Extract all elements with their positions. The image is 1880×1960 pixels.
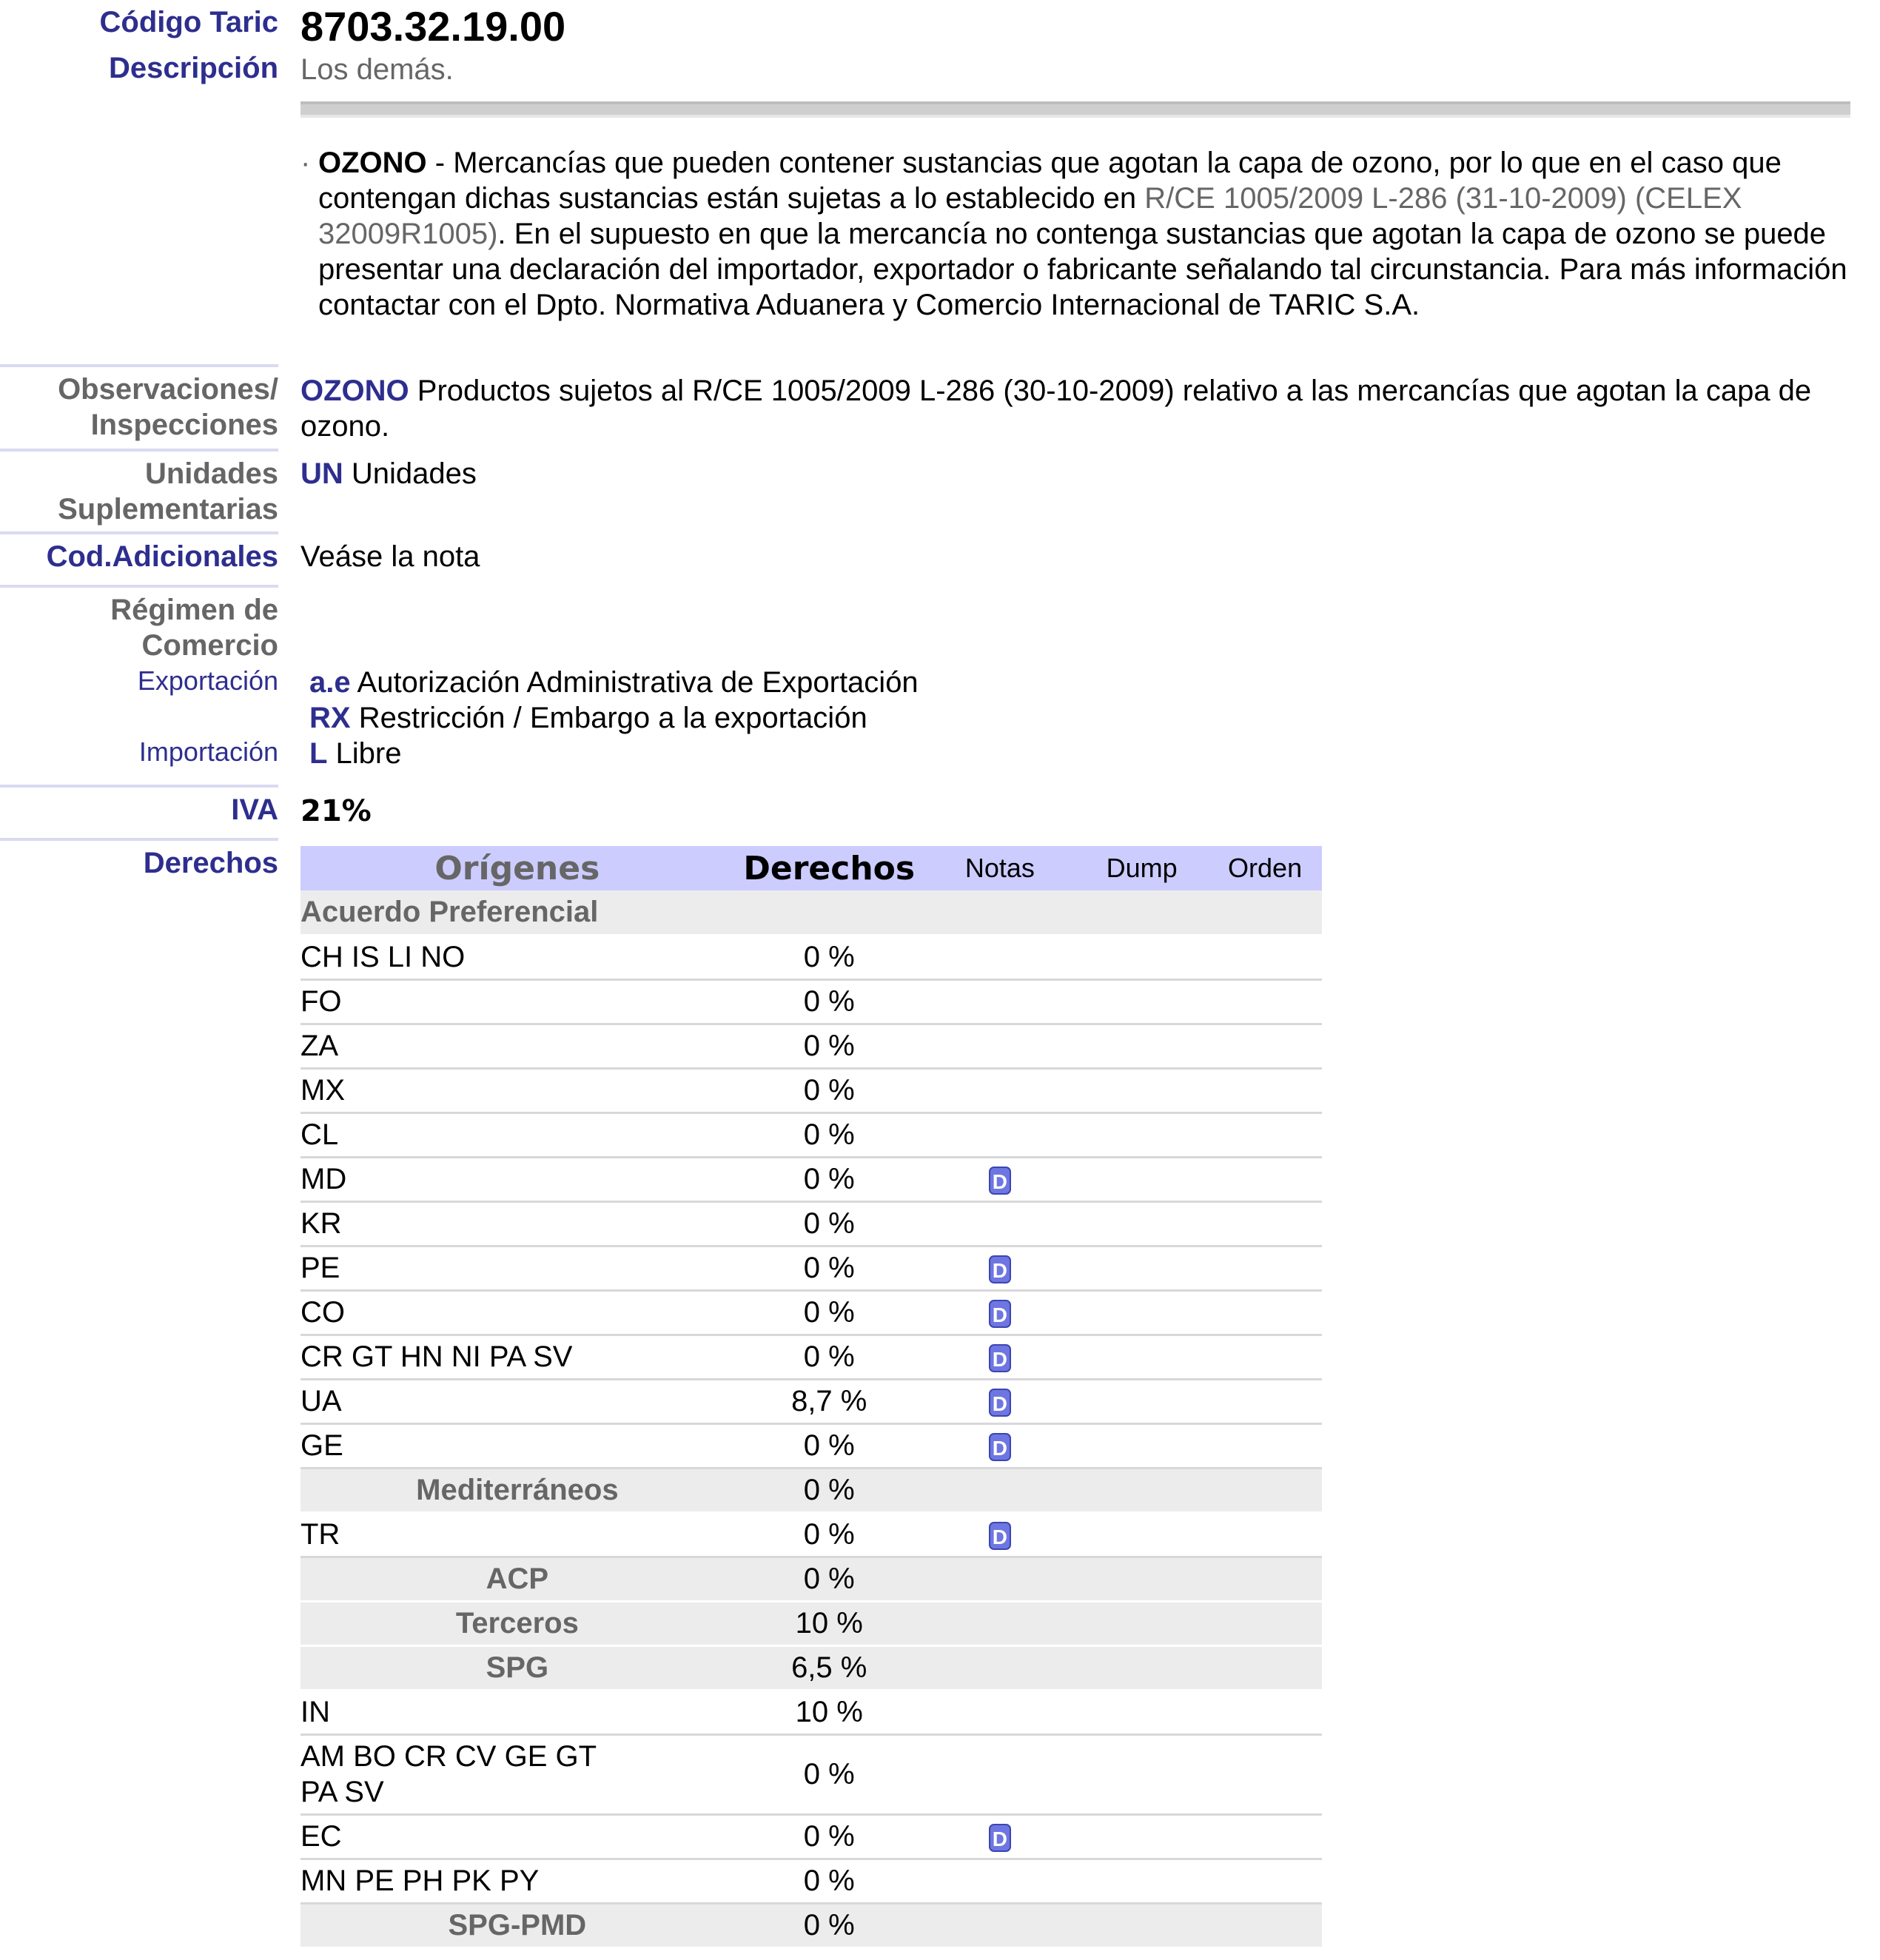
duties-group-row — [301, 1601, 1322, 1645]
derecho-cell: 0 % — [803, 1251, 855, 1284]
note-d-icon[interactable]: D — [989, 1167, 1011, 1195]
codigo-taric-label: Código Taric — [99, 6, 278, 38]
iva-label: IVA — [231, 793, 278, 826]
duties-group-row — [301, 1557, 1322, 1601]
derecho-cell: 0 % — [803, 1819, 855, 1853]
notas-cell — [924, 1423, 1075, 1468]
notas-cell — [924, 1734, 1075, 1814]
dump-cell — [1075, 1468, 1208, 1512]
notas-cell — [924, 1290, 1075, 1335]
header-derechos: Derechos — [743, 849, 916, 887]
notas-cell — [924, 1157, 1075, 1201]
duties-row — [301, 1423, 1322, 1468]
header-dump: Dump — [1106, 853, 1178, 883]
dump-cell — [1075, 1246, 1208, 1290]
notas-cell — [924, 890, 1075, 935]
derecho-cell: 10 % — [795, 1695, 863, 1728]
derecho-cell: 0 % — [803, 1757, 855, 1790]
export-code[interactable]: RX — [309, 702, 351, 734]
regimen-label: Régimen de Comercio — [110, 594, 278, 662]
orden-cell — [1208, 1601, 1322, 1645]
unidades-code[interactable]: UN — [301, 457, 343, 490]
regulation-link[interactable]: R/CE 1005/2009 L-286 (31-10-2009) (CELEX 32009R1005) — [318, 182, 1742, 250]
descripcion-label: Descripción — [109, 52, 278, 84]
orden-cell — [1208, 1290, 1322, 1335]
orden-cell — [1208, 1814, 1322, 1859]
origen-cell: CR GT HN NI PA SV — [301, 1340, 573, 1373]
duties-group-row — [301, 1903, 1322, 1947]
dump-cell — [1075, 1734, 1208, 1814]
derecho-cell: 0 % — [803, 1517, 855, 1551]
section-divider — [301, 101, 1850, 118]
note-d-icon[interactable]: D — [989, 1344, 1011, 1372]
dump-cell — [1075, 1290, 1208, 1335]
unidades-label: Unidades Suplementarias — [58, 457, 278, 526]
notas-cell — [924, 1903, 1075, 1947]
orden-cell — [1208, 1690, 1322, 1734]
orden-cell — [1208, 1068, 1322, 1112]
ozono-note-text2: . En el supuesto en que la mercancía no contenga sustancias que agotan la capa de ozono se puede presentar una declaración del importador, exportador o fabricante señalando tal circunstancia. Para más información contactar con el Dpto. Normativa Aduanera y Comercio Internacional de TARIC S.A. — [318, 218, 1847, 321]
orden-cell — [1208, 1468, 1322, 1512]
derecho-cell: 0 % — [803, 1562, 855, 1595]
dump-cell — [1075, 1645, 1208, 1690]
note-d-icon[interactable]: D — [989, 1824, 1011, 1852]
derecho-cell: 0 % — [803, 1295, 855, 1329]
duties-row — [301, 1024, 1322, 1068]
origen-cell: GE — [301, 1429, 343, 1462]
notas-cell — [924, 1814, 1075, 1859]
derecho-cell: 0 % — [803, 1162, 855, 1195]
exportacion-label: Exportación — [137, 665, 278, 696]
duties-row — [301, 1246, 1322, 1290]
duties-row — [301, 1112, 1322, 1157]
label-separator — [0, 838, 278, 841]
origen-cell: CO — [301, 1295, 345, 1329]
notas-cell — [924, 1246, 1075, 1290]
duties-row — [301, 935, 1322, 979]
dump-cell — [1075, 1903, 1208, 1947]
duties-header-row — [301, 846, 1322, 890]
cod-adicionales-value: Veáse la nota — [301, 540, 480, 573]
notas-cell — [924, 1068, 1075, 1112]
header-orden: Orden — [1228, 853, 1303, 883]
dump-cell — [1075, 890, 1208, 935]
orden-cell — [1208, 1557, 1322, 1601]
duties-group-row — [301, 1645, 1322, 1690]
header-origenes: Orígenes — [434, 849, 600, 887]
orden-cell — [1208, 1859, 1322, 1903]
notas-cell — [924, 1557, 1075, 1601]
derecho-cell: 0 % — [803, 1429, 855, 1462]
duties-group-row — [301, 1468, 1322, 1512]
origen-cell: SPG — [486, 1651, 549, 1684]
orden-cell — [1208, 1903, 1322, 1947]
dump-cell — [1075, 1112, 1208, 1157]
derecho-cell: 0 % — [803, 1029, 855, 1062]
duties-row — [301, 1814, 1322, 1859]
derecho-cell: 0 % — [803, 1073, 855, 1107]
export-item: a.e Autorización Administrativa de Exportación — [309, 666, 919, 699]
orden-cell — [1208, 1246, 1322, 1290]
orden-cell — [1208, 1201, 1322, 1246]
dump-cell — [1075, 1859, 1208, 1903]
duties-row — [301, 1734, 1322, 1814]
origen-cell: Acuerdo Preferencial — [301, 895, 599, 928]
orden-cell — [1208, 1112, 1322, 1157]
origen-cell: IN — [301, 1695, 330, 1728]
notas-cell — [924, 1112, 1075, 1157]
orden-cell — [1208, 1024, 1322, 1068]
origen-cell: Terceros — [455, 1606, 579, 1640]
derecho-cell: 8,7 % — [791, 1384, 867, 1417]
notas-cell — [924, 1859, 1075, 1903]
dump-cell — [1075, 1024, 1208, 1068]
orden-cell — [1208, 1335, 1322, 1379]
dump-cell — [1075, 935, 1208, 979]
label-separator — [0, 449, 278, 452]
notas-cell — [924, 1512, 1075, 1557]
iva-value: 21% — [301, 794, 372, 828]
origen-cell: MN PE PH PK PY — [301, 1864, 540, 1897]
notas-cell — [924, 1468, 1075, 1512]
derecho-cell: 0 % — [803, 1340, 855, 1373]
derecho-cell: 0 % — [803, 984, 855, 1018]
note-d-icon[interactable]: D — [989, 1300, 1011, 1328]
origen-cell: SPG-PMD — [448, 1908, 587, 1941]
dump-cell — [1075, 1814, 1208, 1859]
ozono-note-title: OZONO — [318, 147, 427, 179]
observaciones-label: Observaciones/ Inspecciones — [58, 373, 278, 441]
derecho-cell: 0 % — [803, 1864, 855, 1897]
orden-cell — [1208, 1379, 1322, 1423]
duties-body — [301, 890, 1322, 1947]
origen-cell: CL — [301, 1118, 339, 1151]
origen-cell: TR — [301, 1517, 340, 1551]
label-separator — [0, 785, 278, 788]
label-separator — [0, 531, 278, 534]
notas-cell — [924, 1690, 1075, 1734]
derechos-label: Derechos — [143, 847, 278, 879]
duties-row — [301, 1690, 1322, 1734]
observaciones-code[interactable]: OZONO — [301, 375, 409, 407]
duties-row — [301, 1379, 1322, 1423]
ozono-note — [301, 145, 1850, 321]
derecho-cell: 0 % — [803, 1908, 855, 1941]
origen-cell: FO — [301, 984, 342, 1018]
dump-cell — [1075, 979, 1208, 1024]
descripcion-value: Los demás. — [301, 53, 454, 86]
duties-row — [301, 979, 1322, 1024]
dump-cell — [1075, 1690, 1208, 1734]
dump-cell — [1075, 1157, 1208, 1201]
orden-cell — [1208, 1423, 1322, 1468]
origen-cell: ACP — [486, 1562, 549, 1595]
duties-row — [301, 1335, 1322, 1379]
notas-cell — [924, 1024, 1075, 1068]
dump-cell — [1075, 1379, 1208, 1423]
notas-cell — [924, 1335, 1075, 1379]
bullet-icon: · — [301, 147, 311, 179]
dump-cell — [1075, 1335, 1208, 1379]
origen-cell: PE — [301, 1251, 340, 1284]
export-code[interactable]: a.e — [309, 666, 351, 699]
derecho-cell: 6,5 % — [791, 1651, 867, 1684]
export-item: RX Restricción / Embargo a la exportación — [309, 702, 867, 734]
orden-cell — [1208, 1645, 1322, 1690]
derecho-cell: 0 % — [803, 1118, 855, 1151]
label-separator — [0, 585, 278, 588]
derecho-cell: 0 % — [803, 940, 855, 973]
orden-cell — [1208, 979, 1322, 1024]
notas-cell — [924, 1601, 1075, 1645]
observaciones-value: OZONO Productos sujetos al R/CE 1005/2009 L-286 (30-10-2009) relativo a las mercancías que agotan la capa de ozono. — [301, 375, 1812, 443]
note-d-icon[interactable]: D — [989, 1255, 1011, 1283]
origen-cell: EC — [301, 1819, 342, 1853]
duties-group-row — [301, 890, 1322, 935]
derecho-cell: 0 % — [803, 1206, 855, 1240]
label-separator — [0, 364, 278, 367]
derecho-cell: 0 % — [803, 1473, 855, 1506]
duties-row — [301, 1512, 1322, 1557]
import-code[interactable]: L — [309, 737, 328, 770]
note-d-icon[interactable]: D — [989, 1522, 1011, 1550]
orden-cell — [1208, 890, 1322, 935]
notas-cell — [924, 1201, 1075, 1246]
dump-cell — [1075, 1512, 1208, 1557]
duties-row — [301, 1859, 1322, 1903]
dump-cell — [1075, 1201, 1208, 1246]
dump-cell — [1075, 1423, 1208, 1468]
ozono-note-text1: - Mercancías que pueden contener sustancias que agotan la capa de ozono, por lo que en el caso que contengan dichas sustancias están sujetas a lo establecido en — [318, 147, 1782, 215]
orden-cell — [1208, 1734, 1322, 1814]
origen-cell: MD — [301, 1162, 347, 1195]
notas-cell — [924, 979, 1075, 1024]
dump-cell — [1075, 1601, 1208, 1645]
codigo-taric-value: 8703.32.19.00 — [301, 3, 566, 50]
duties-row — [301, 1068, 1322, 1112]
duties-row — [301, 1290, 1322, 1335]
notas-cell — [924, 1379, 1075, 1423]
orden-cell — [1208, 1157, 1322, 1201]
cod-adicionales-label: Cod.Adicionales — [46, 540, 278, 573]
header-notas: Notas — [964, 853, 1035, 883]
unidades-value: UN Unidades — [301, 457, 477, 490]
origen-cell: KR — [301, 1206, 342, 1240]
origen-cell: ZA — [301, 1029, 339, 1062]
import-item: L Libre — [309, 737, 402, 770]
notas-cell — [924, 935, 1075, 979]
note-d-icon[interactable]: D — [989, 1389, 1011, 1417]
derecho-cell — [734, 890, 924, 935]
origen-cell: CH IS LI NO — [301, 940, 466, 973]
duties-row — [301, 1157, 1322, 1201]
origen-cell: MX — [301, 1073, 345, 1107]
orden-cell — [1208, 935, 1322, 979]
origen-cell: AM BO CR CV GE GT PA SV — [301, 1740, 597, 1808]
dump-cell — [1075, 1068, 1208, 1112]
duties-row — [301, 1201, 1322, 1246]
importacion-label: Importación — [138, 736, 278, 767]
notas-cell — [924, 1645, 1075, 1690]
dump-cell — [1075, 1557, 1208, 1601]
orden-cell — [1208, 1512, 1322, 1557]
note-d-icon[interactable]: D — [989, 1433, 1011, 1461]
derecho-cell: 10 % — [795, 1606, 863, 1640]
origen-cell: Mediterráneos — [416, 1473, 619, 1506]
origen-cell: UA — [301, 1384, 342, 1417]
duties-table — [301, 846, 1322, 1949]
